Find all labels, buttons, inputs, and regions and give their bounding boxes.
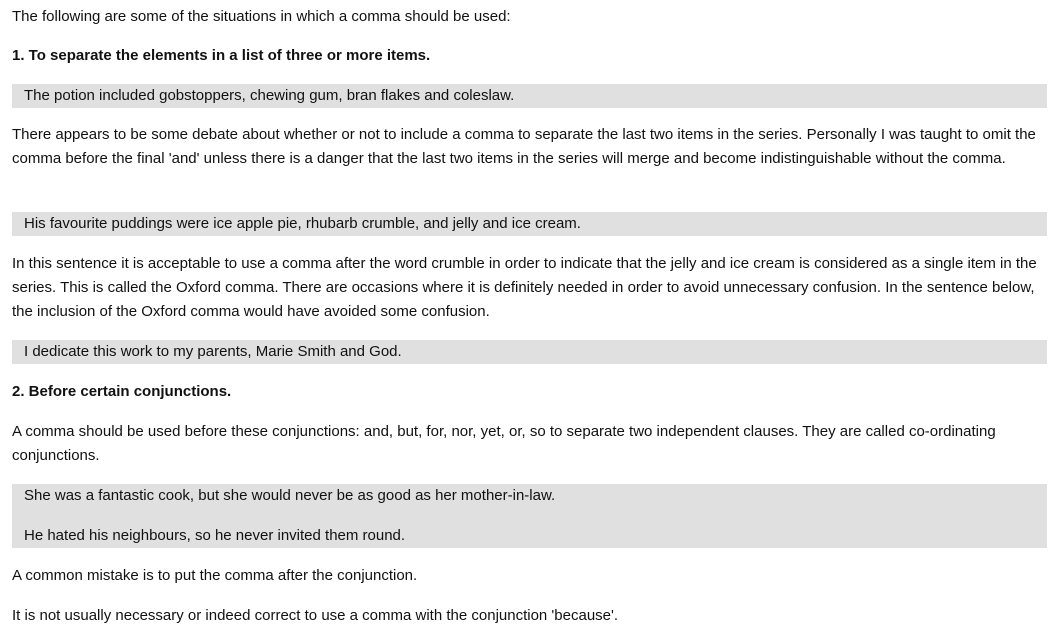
example-box-list	[12, 84, 1047, 108]
example-sentence: His favourite puddings were ice apple pie, rhubarb crumble, and jelly and ice cream.	[24, 215, 581, 232]
body-paragraph: A comma should be used before these conjunctions: and, but, for, nor, yet, or, so to separate two independent clauses. They are called co-ordinating conjunctions.	[12, 423, 996, 464]
intro-text: The following are some of the situations in which a comma should be used:	[12, 8, 511, 25]
example-box-conjunctions	[12, 484, 1047, 548]
example-box-dedication	[12, 340, 1047, 364]
body-paragraph: There appears to be some debate about whether or not to include a comma to separate the last two items in the series. Personally I was taught to omit the comma before the final 'and' unless there is a danger that the last two items in the series will merge and become indistinguishable without the comma.	[12, 126, 1036, 167]
body-paragraph: In this sentence it is acceptable to use a comma after the word crumble in order to indicate that the jelly and ice cream is considered as a single item in the series. This is called the Oxford comma. There are occasions where it is definitely needed in order to avoid unnecessary confusion. In the sentence below, the inclusion of the Oxford comma would have avoided some confusion.	[12, 255, 1037, 320]
body-paragraph: It is not usually necessary or indeed correct to use a comma with the conjunction 'because'.	[12, 607, 619, 624]
example-sentence: She was a fantastic cook, but she would never be as good as her mother-in-law.	[24, 487, 556, 504]
example-sentence: The potion included gobstoppers, chewing gum, bran flakes and coleslaw.	[24, 87, 515, 104]
example-sentence: He hated his neighbours, so he never invited them round.	[24, 527, 406, 544]
section-1-heading: 1. To separate the elements in a list of three or more items.	[12, 47, 431, 64]
example-box-puddings	[12, 212, 1047, 236]
body-paragraph: A common mistake is to put the comma after the conjunction.	[12, 567, 418, 584]
section-2-heading: 2. Before certain conjunctions.	[12, 383, 232, 400]
example-sentence: I dedicate this work to my parents, Marie Smith and God.	[24, 343, 402, 360]
